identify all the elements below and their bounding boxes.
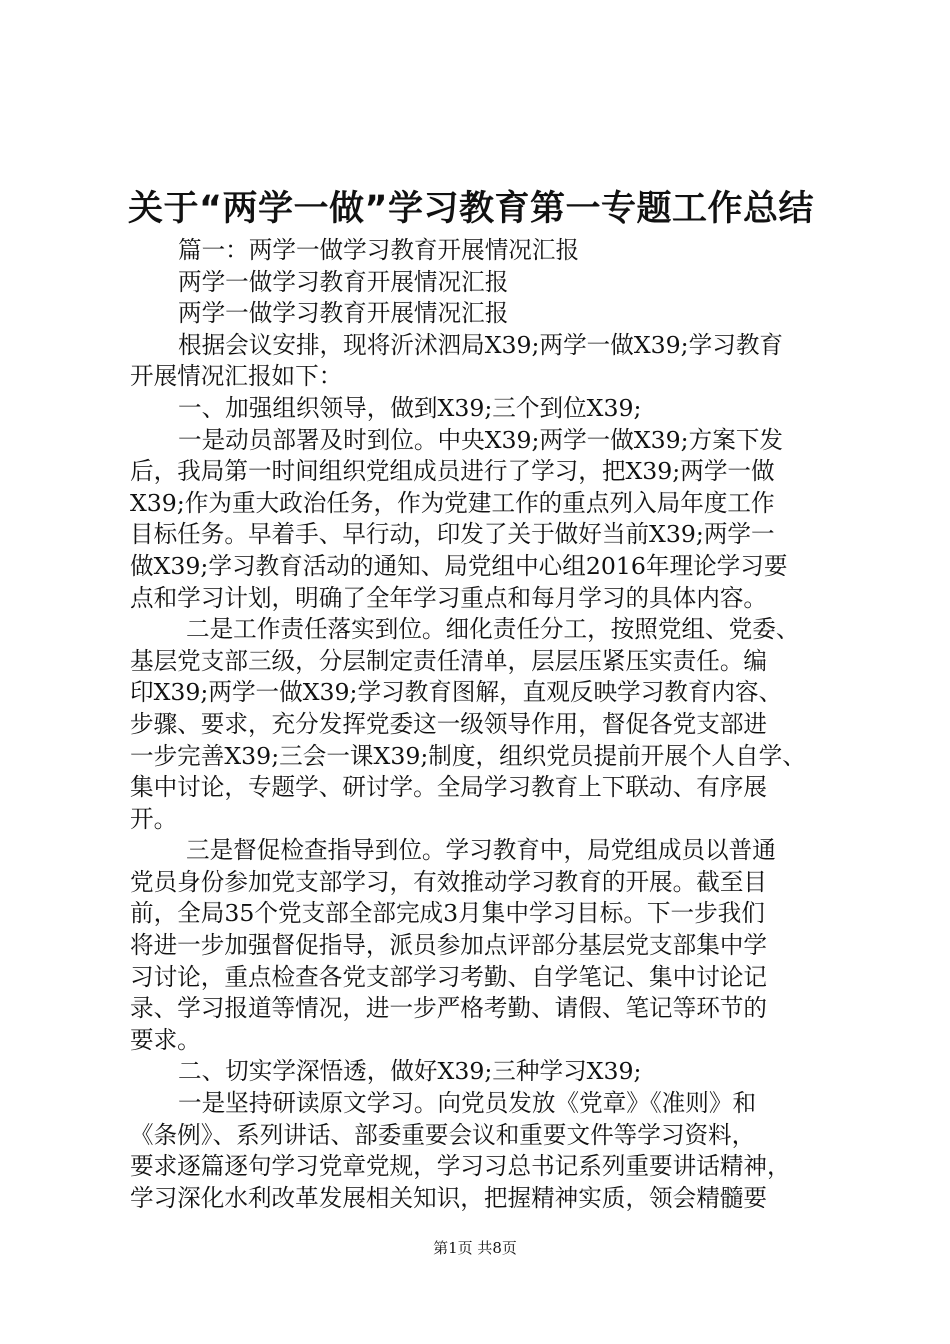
paragraph-line: 印X39;两学一做X39;学习教育图解，直观反映学习教育内容、 xyxy=(130,678,783,707)
paragraph-line: 两学一做学习教育开展情况汇报 xyxy=(178,267,509,296)
paragraph-line: 二是工作责任落实到位。细化责任分工，按照党组、党委、 xyxy=(186,615,800,644)
paragraph-line: 开展情况汇报如下： xyxy=(130,362,343,391)
paragraph-line: 一是坚持研读原文学习。向党员发放《党章》《准则》和 xyxy=(178,1089,757,1118)
section-heading: 二、切实学深悟透，做好X39;三种学习X39; xyxy=(178,1057,642,1086)
paragraph-line: 一是动员部署及时到位。中央X39;两学一做X39;方案下发 xyxy=(178,425,784,454)
paragraph-line: 一步完善X39;三会一课X39;制度，组织党员提前开展个人自学、 xyxy=(130,741,806,770)
paragraph-line: 篇一：两学一做学习教育开展情况汇报 xyxy=(178,236,580,264)
paragraph-line: 党员身份参加党支部学习，有效推动学习教育的开展。截至目 xyxy=(130,867,768,896)
paragraph-line: 目标任务。早着手、早行动，印发了关于做好当前X39;两学一 xyxy=(130,520,775,549)
paragraph-line: 步骤、要求，充分发挥党委这一级领导作用，督促各党支部进 xyxy=(130,709,768,738)
paragraph-line: 将进一步加强督促指导，派员参加点评部分基层党支部集中学 xyxy=(130,931,768,960)
paragraph-line: 集中讨论，专题学、研讨学。全局学习教育上下联动、有序展 xyxy=(130,773,768,802)
paragraph-line: X39;作为重大政治任务，作为党建工作的重点列入局年度工作 xyxy=(130,488,775,517)
paragraph-line: 三是督促检查指导到位。学习教育中，局党组成员以普通 xyxy=(186,836,776,865)
paragraph-line: 两学一做学习教育开展情况汇报 xyxy=(178,299,509,328)
paragraph-line: 要求。 xyxy=(130,1025,201,1054)
document-title: 关于“两学一做”学习教育第一专题工作总结 xyxy=(128,189,815,229)
paragraph-line: 点和学习计划，明确了全年学习重点和每月学习的具体内容。 xyxy=(130,583,768,612)
document-body xyxy=(130,235,830,1214)
paragraph-line: 《条例》、系列讲话、部委重要会议和重要文件等学习资料， xyxy=(130,1120,756,1149)
paragraph-line: 学习深化水利改革发展相关知识，把握精神实质，领会精髓要 xyxy=(130,1183,768,1212)
paragraph-line: 做X39;学习教育活动的通知、局党组中心组2016年理论学习要 xyxy=(130,551,788,580)
page-footer: 第1页 共8页 xyxy=(433,1239,517,1257)
paragraph-line: 开。 xyxy=(130,804,178,833)
paragraph-line: 基层党支部三级，分层制定责任清单，层层压紧压实责任。编 xyxy=(130,646,768,675)
paragraph-line: 根据会议安排，现将沂沭泗局X39;两学一做X39;学习教育 xyxy=(178,330,784,359)
paragraph-line: 前，全局35个党支部全部完成3月集中学习目标。下一步我们 xyxy=(130,899,765,928)
paragraph-line: 后，我局第一时间组织党组成员进行了学习，把X39;两学一做 xyxy=(130,457,775,486)
section-heading: 一、加强组织领导，做到X39;三个到位X39; xyxy=(178,393,642,422)
paragraph-line: 录、学习报道等情况，进一步严格考勤、请假、笔记等环节的 xyxy=(130,994,768,1023)
paragraph-line: 习讨论，重点检查各党支部学习考勤、自学笔记、集中讨论记 xyxy=(130,962,768,991)
paragraph-line: 要求逐篇逐句学习党章党规，学习习总书记系列重要讲话精神， xyxy=(130,1152,791,1181)
